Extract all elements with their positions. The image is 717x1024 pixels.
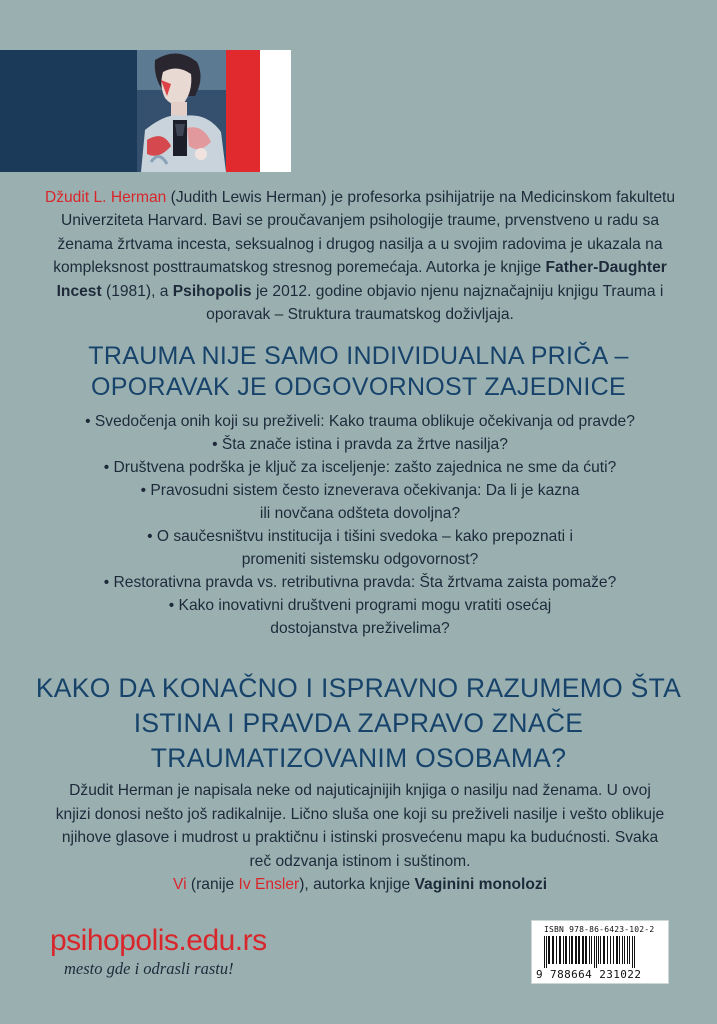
bullet-line: dostojanstva preživelima? <box>270 620 450 637</box>
barcode-bar <box>634 936 635 968</box>
bullet-line: • Restorativna pravda vs. retributivna pravda: Šta žrtvama zaista pomaže? <box>103 574 617 591</box>
publisher-brand <box>50 925 267 979</box>
barcode-bar <box>622 936 623 964</box>
barcode-bar <box>607 936 608 964</box>
barcode-bar <box>603 936 605 964</box>
bullet-line: • Svedočenja onih koji su preživeli: Kako trauma oblikuje očekivanja od pravde? <box>85 413 635 430</box>
barcode-bar <box>552 936 554 964</box>
heading-1-line-1: TRAUMA NIJE SAMO INDIVIDUALNA PRIČA – <box>88 342 629 370</box>
bullet-line: promeniti sistemsku odgovornost? <box>241 551 479 568</box>
barcode-bar <box>627 936 628 964</box>
barcode-bar <box>559 936 561 964</box>
barcode-bar <box>578 936 580 964</box>
quote-text: Džudit Herman je napisala neke od najuticajnijih knjiga o nasilju nad ženama. U ovoj knjizi donosi nešto još radikalnije. Lično sluša one koji su preživeli nasilje i vešto oblikuje njihove glasove i mudrost u praktičnu i istinski prosvećenu mapu ka budućnosti. Svaka reč odzvanja istinom i suštinom. <box>55 782 665 870</box>
bio-text-1: (Judith Lewis Herman) je profesorka psihijatrije na Medicinskom fakultetu Univerziteta Harvard. Bavi se proučavanjem psihologije traume, prvenstveno u radu sa ženama žrtvama incesta, seksualnog i drugog nasilja a u svojim radovima je ukazala na kompleksnost posttraumatskog stresnog poremećaja. Autorka je knjige <box>53 189 676 277</box>
bullet-item <box>40 571 680 594</box>
bullet-line: • Kako inovativni društveni programi mogu vratiti osećaj <box>168 597 552 614</box>
attribution-name: Vi <box>172 876 187 893</box>
bullet-item <box>40 479 680 525</box>
bullet-item <box>40 594 680 640</box>
heading-2-line-2: ISTINA I PRAVDA ZAPRAVO ZNAČE <box>133 708 584 738</box>
barcode-bar <box>598 936 599 964</box>
bio-text-3: je 2012. godine objavio njenu najznačajniju knjigu Trauma i oporavak – Struktura traumatskog doživljaja. <box>206 282 664 324</box>
barcode-bar <box>594 936 595 968</box>
white-color-block <box>260 50 291 172</box>
heading-2-line-3: TRAUMATIZOVANIM OSOBAMA? <box>150 743 567 773</box>
barcode-bar <box>589 936 590 964</box>
author-bio <box>40 186 680 326</box>
barcode-bar <box>591 936 592 964</box>
barcode-bar <box>571 936 573 964</box>
attribution-text: (ranije <box>186 876 239 893</box>
bullet-line: • Pravosudni sistem često izneverava očekivanja: Da li je kazna <box>140 482 580 499</box>
barcode-bars <box>542 936 658 968</box>
section-heading-2 <box>20 671 697 776</box>
barcode-bar <box>556 936 557 964</box>
portrait-illustration <box>137 50 226 172</box>
author-portrait-image <box>137 50 226 172</box>
attribution-text: ), autorka knjige <box>299 876 415 893</box>
bullet-line: • O saučesništvu institucija i tišini svedoka – kako prepoznati i <box>147 528 573 545</box>
publisher-tagline: mesto gde i odrasli rastu! <box>64 959 234 978</box>
barcode-bar <box>565 936 567 964</box>
heading-1-line-2: OPORAVAK JE ODGOVORNOST ZAJEDNICE <box>91 373 626 401</box>
endorsement-quote <box>50 779 670 897</box>
barcode-bar <box>624 936 625 964</box>
barcode-bar <box>575 936 577 964</box>
barcode-bar <box>544 936 545 968</box>
red-color-block <box>226 50 260 172</box>
barcode-bar <box>610 936 611 964</box>
bullet-item <box>40 525 680 571</box>
barcode-bar <box>613 936 614 964</box>
barcode-bar <box>632 936 633 968</box>
heading-2-line-1: KAKO DA KONAČNO I ISPRAVNO RAZUMEMO ŠTA <box>35 673 682 703</box>
bullet-list <box>40 410 680 640</box>
attribution-book: Vaginini monolozi <box>414 876 548 893</box>
barcode-bar <box>548 936 550 964</box>
barcode-bar <box>629 936 630 964</box>
bullet-line: • Šta znače istina i pravda za žrtve nasilja? <box>212 436 508 453</box>
bullet-item <box>40 410 680 433</box>
bullet-item <box>40 433 680 456</box>
barcode-bar <box>619 936 620 964</box>
book-title-father-daughter-incest: Father-Daughter Incest <box>56 259 667 300</box>
isbn-label: ISBN 978-86-6423-102-2 <box>544 925 655 934</box>
attribution-former-name: Iv Ensler <box>238 876 300 893</box>
barcode-bar <box>582 936 584 964</box>
barcode-bar <box>585 936 587 964</box>
bullet-line: • Društvena podrška je ključ za isceljenje: zašto zajednica ne sme da ćuti? <box>103 459 617 476</box>
bullet-item <box>40 456 680 479</box>
isbn-barcode <box>531 920 669 984</box>
quote-attribution <box>50 873 670 897</box>
barcode-bar <box>563 936 564 964</box>
barcode-bar <box>616 936 618 964</box>
barcode-bar <box>600 936 601 964</box>
navy-color-block <box>0 50 137 172</box>
publisher-name: Psihopolis <box>172 282 252 300</box>
publisher-url[interactable]: psihopolis.edu.rs <box>50 924 267 957</box>
author-name: Džudit L. Herman <box>44 189 167 206</box>
barcode-bar <box>546 936 547 968</box>
bio-text-2: (1981), a <box>101 282 173 300</box>
barcode-number: 9 788664 231022 <box>536 968 642 981</box>
section-heading-1 <box>20 341 697 403</box>
barcode-bar <box>569 936 570 964</box>
barcode-bar <box>596 936 597 968</box>
bullet-line: ili novčana odšteta dovoljna? <box>259 505 461 522</box>
